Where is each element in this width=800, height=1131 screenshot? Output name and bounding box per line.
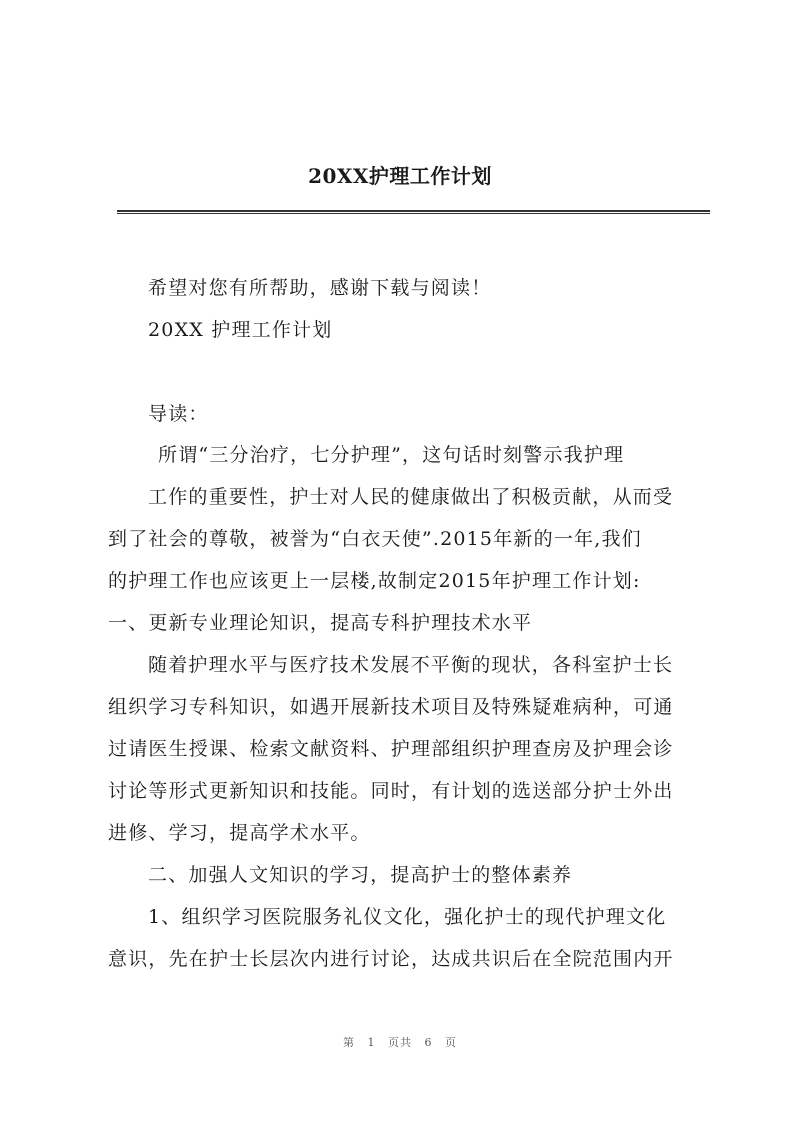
body-line: 讨论等形式更新知识和技能。同时，有计划的选送部分护士外出	[108, 780, 674, 802]
body-line: 所谓“三分治疗，七分护理”，这句话时刻警示我护理	[158, 444, 625, 466]
footer-page-suffix: 页	[445, 1036, 457, 1049]
body-line: 进修、学习，提高学术水平。	[108, 822, 371, 844]
body-line: 随着护理水平与医疗技术发展不平衡的现状，各科室护士长	[148, 654, 674, 676]
body-line: 意识，先在护士长层次内进行讨论，达成共识后在全院范围内开	[108, 948, 674, 970]
footer-page-total: 6	[424, 1036, 433, 1049]
footer-page-current: 1	[367, 1036, 376, 1049]
body-line: 过请医生授课、检索文献资料、护理部组织护理查房及护理会诊	[108, 738, 674, 760]
body-line: 1、组织学习医院服务礼仪文化，强化护士的现代护理文化	[148, 906, 667, 928]
footer-page-mid: 页共	[388, 1036, 412, 1049]
section-heading: 二、加强人文知识的学习，提高护士的整体素养	[148, 864, 573, 886]
guide-label: 导读：	[148, 403, 209, 425]
footer-page-label: 第	[343, 1036, 355, 1049]
body-line: 到了社会的尊敬，被誉为“白衣天使”.2015年新的一年,我们	[108, 528, 642, 550]
header-divider	[117, 210, 710, 214]
doc-subtitle: 20XX 护理工作计划	[148, 319, 333, 341]
body-line: 的护理工作也应该更上一层楼,故制定2015年护理工作计划:	[108, 570, 641, 592]
page-footer	[0, 1034, 800, 1050]
body-line: 组织学习专科知识，如遇开展新技术项目及特殊疑难病种，可通	[108, 696, 674, 718]
section-heading: 一、更新专业理论知识，提高专科护理技术水平	[108, 612, 533, 634]
page-title: 20XX护理工作计划	[308, 164, 492, 188]
body-line: 工作的重要性，护士对人民的健康做出了积极贡献，从而受	[148, 486, 674, 508]
intro-greeting: 希望对您有所帮助，感谢下载与阅读！	[148, 277, 492, 299]
